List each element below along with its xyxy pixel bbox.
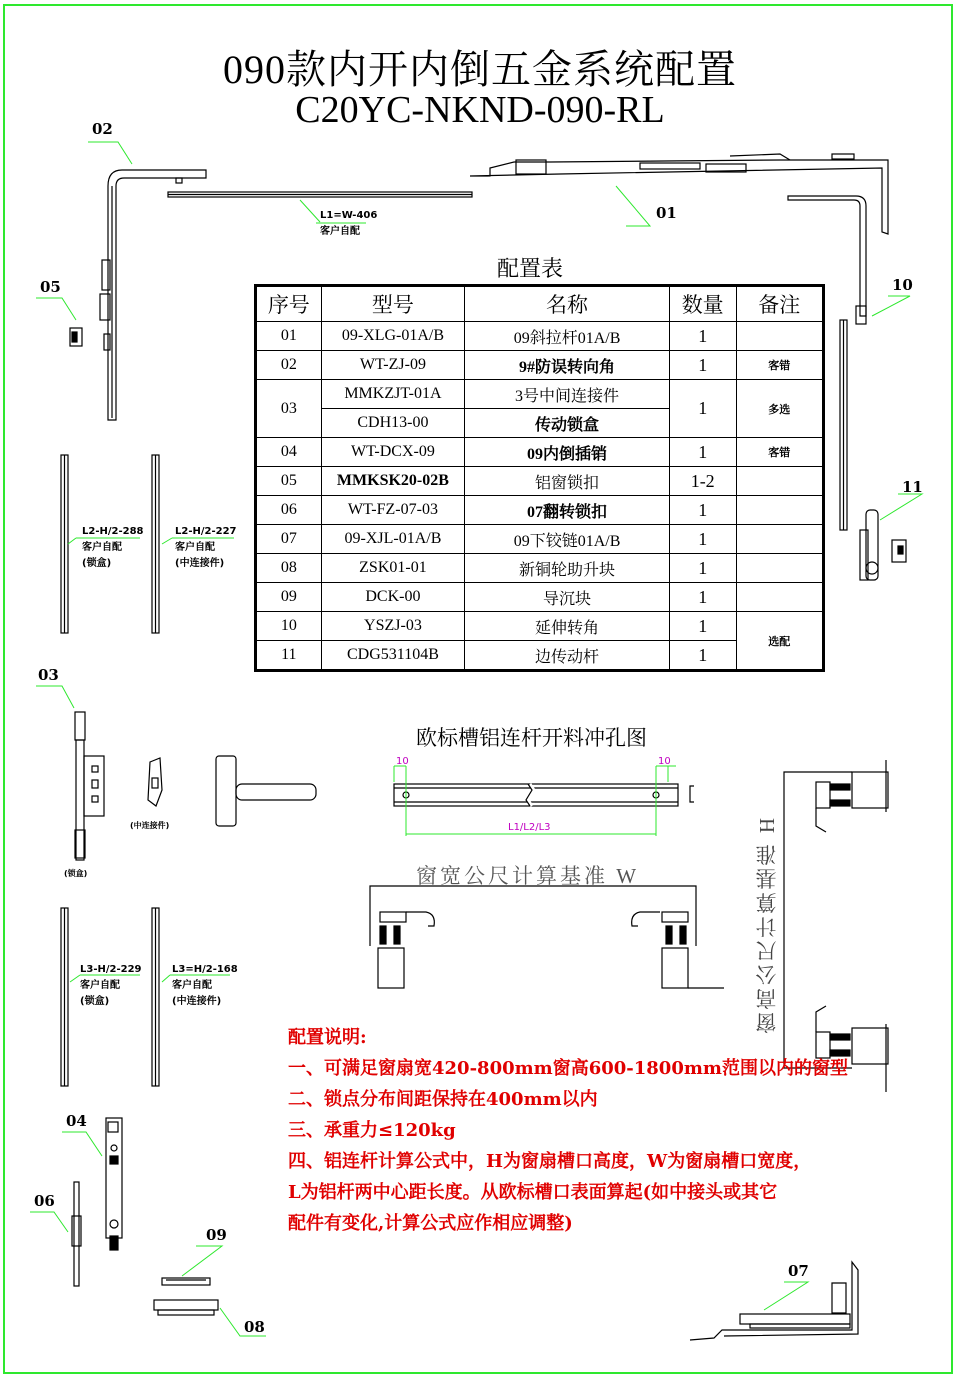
cell-model: MMKZJT-01A xyxy=(321,380,465,409)
middle-connector-caption: (中连接件) xyxy=(130,821,170,830)
rod-l3b-sub: (中连接件) xyxy=(172,996,222,1007)
cell-no: 10 xyxy=(256,612,322,641)
page-title: 090款内开内倒五金系统配置 xyxy=(223,47,737,92)
cell-note: 多选 xyxy=(736,380,824,438)
cell-name: 09内倒插销 xyxy=(465,438,670,467)
cell-name: 07翻转锁扣 xyxy=(465,496,670,525)
callout-01: 01 xyxy=(656,204,677,222)
table-row xyxy=(256,525,824,554)
cell-note xyxy=(736,583,824,612)
part-07-drawing xyxy=(690,1262,858,1340)
cell-qty: 1 xyxy=(669,351,736,380)
rod-l3b-note: 客户自配 xyxy=(172,980,212,991)
cell-name: 铝窗锁扣 xyxy=(465,467,670,496)
cell-qty: 1 xyxy=(669,438,736,467)
cell-model: WT-FZ-07-03 xyxy=(321,496,465,525)
notes-heading: 配置说明: xyxy=(288,1027,367,1048)
cell-no: 07 xyxy=(256,525,322,554)
width-reference-title: 窗宽公尺计算基准 W xyxy=(416,864,640,888)
cell-no: 04 xyxy=(256,438,322,467)
cell-name: 边传动杆 xyxy=(465,641,670,671)
rod-l1-label xyxy=(320,208,377,240)
cell-no: 03 xyxy=(256,380,322,438)
rod-l3a-formula: L3-H/2-229 xyxy=(80,964,142,975)
part-03-lockbox-drawing xyxy=(75,712,104,860)
cell-no: 08 xyxy=(256,554,322,583)
cell-no: 09 xyxy=(256,583,322,612)
cell-qty: 1 xyxy=(669,554,736,583)
lock-box-caption: (锁盒) xyxy=(64,869,88,878)
table-row xyxy=(256,322,824,351)
part-04-drawing xyxy=(106,1118,122,1250)
rod-l2b-formula: L2-H/2-227 xyxy=(175,526,237,537)
callout-02: 02 xyxy=(92,120,113,138)
header-no: 序号 xyxy=(256,286,322,322)
rod-l2b-sub: (中连接件) xyxy=(175,558,225,569)
cell-note xyxy=(736,322,824,351)
callout-08: 08 xyxy=(244,1318,265,1336)
callout-05: 05 xyxy=(40,278,61,296)
table-row xyxy=(256,438,824,467)
callout-03: 03 xyxy=(38,666,59,684)
header-qty: 数量 xyxy=(669,286,736,322)
cell-note: 客错 xyxy=(736,351,824,380)
table-row xyxy=(256,612,824,641)
cell-model: YSZJ-03 xyxy=(321,612,465,641)
cell-note: 客错 xyxy=(736,438,824,467)
cell-name: 3号中间连接件 xyxy=(465,380,670,409)
cell-name: 09斜拉杆01A/B xyxy=(465,322,670,351)
note-item: 配件有变化,计算公式应作相应调整) xyxy=(288,1213,573,1234)
cell-no: 05 xyxy=(256,467,322,496)
cell-qty: 1 xyxy=(669,612,736,641)
cell-no: 02 xyxy=(256,351,322,380)
rod-l1-note: 客户自配 xyxy=(320,226,360,237)
cell-name: 新铜轮助升块 xyxy=(465,554,670,583)
table-row xyxy=(256,554,824,583)
model-code: C20YC-NKND-090-RL xyxy=(295,89,665,131)
rod-l3a-sub: (锁盒) xyxy=(80,996,110,1007)
table-row xyxy=(256,467,824,496)
rod-l1-drawing xyxy=(168,192,472,197)
length-label: L1/L2/L3 xyxy=(508,822,551,833)
rod-l3a-label xyxy=(80,962,141,1010)
rod-l2b-note: 客户自配 xyxy=(175,542,215,553)
cell-model: 09-XLG-01A/B xyxy=(321,322,465,351)
cell-model: 09-XJL-01A/B xyxy=(321,525,465,554)
dim-left: 10 xyxy=(396,756,409,767)
rod-l2a-note: 客户自配 xyxy=(82,542,122,553)
callout-06: 06 xyxy=(34,1192,55,1210)
table-row xyxy=(256,351,824,380)
cell-no: 01 xyxy=(256,322,322,351)
part-09-drawing xyxy=(162,1278,210,1285)
cell-note xyxy=(736,525,824,554)
cell-no: 11 xyxy=(256,641,322,671)
rod-l2b-label xyxy=(175,524,236,572)
cell-note: 选配 xyxy=(736,612,824,671)
rod-l3b-formula: L3=H/2-168 xyxy=(172,964,238,975)
table-header-row xyxy=(256,286,824,322)
rod-l3b-label xyxy=(172,962,238,1010)
part-11-drawing xyxy=(860,510,906,580)
header-model: 型号 xyxy=(321,286,465,322)
cell-model: CDG531104B xyxy=(321,641,465,671)
handle-drawing xyxy=(216,756,316,826)
cell-qty: 1 xyxy=(669,322,736,351)
part-02-corner-drawing xyxy=(100,170,206,420)
rod-l3a-note: 客户自配 xyxy=(80,980,120,991)
height-reference-title: 窗高公尺计算基准 H xyxy=(755,815,779,1034)
table-row xyxy=(256,496,824,525)
config-notes xyxy=(288,1022,848,1239)
rod-l2a-sub: (锁盒) xyxy=(82,558,112,569)
note-item: 四、铝连杆计算公式中，H为窗扇槽口高度，W为窗扇槽口宽度， xyxy=(288,1151,812,1172)
callout-09: 09 xyxy=(206,1226,227,1244)
punch-diagram-title: 欧标槽铝连杆开料冲孔图 xyxy=(416,726,647,750)
part-08-drawing xyxy=(154,1300,218,1315)
cell-model: DCK-00 xyxy=(321,583,465,612)
note-item: L为铝杆两中心距长度。从欧标槽口表面算起(如中接头或其它 xyxy=(288,1182,778,1203)
cell-name: 传动锁盒 xyxy=(465,409,670,438)
part-01-stay-drawing xyxy=(470,154,888,234)
cell-model: WT-DCX-09 xyxy=(321,438,465,467)
cell-model: WT-ZJ-09 xyxy=(321,351,465,380)
callout-07: 07 xyxy=(788,1262,809,1280)
rod-l1-formula: L1=W-406 xyxy=(320,210,378,221)
dim-right: 10 xyxy=(658,756,671,767)
table-row xyxy=(256,380,824,409)
cell-qty: 1 xyxy=(669,583,736,612)
table-row xyxy=(256,583,824,612)
callout-04: 04 xyxy=(66,1112,87,1130)
cell-note xyxy=(736,496,824,525)
cell-note xyxy=(736,467,824,496)
cell-name: 09下铰链01A/B xyxy=(465,525,670,554)
cell-model: CDH13-00 xyxy=(321,409,465,438)
cell-name: 9#防误转向角 xyxy=(465,351,670,380)
rod-l2a-label xyxy=(82,524,143,572)
cell-name: 导沉块 xyxy=(465,583,670,612)
note-item: 一、可满足窗扇宽420-800mm窗高600-1800mm范围以内的窗型 xyxy=(288,1058,848,1079)
cell-name: 延伸转角 xyxy=(465,612,670,641)
rod-right-drawing xyxy=(840,320,847,530)
header-name: 名称 xyxy=(465,286,670,322)
cell-qty: 1 xyxy=(669,641,736,671)
part-05-drawing xyxy=(70,328,82,346)
config-table-title: 配置表 xyxy=(497,256,564,281)
header-note: 备注 xyxy=(736,286,824,322)
cell-qty: 1 xyxy=(669,380,736,438)
cell-model: MMKSK20-02B xyxy=(321,467,465,496)
callout-11: 11 xyxy=(902,478,923,496)
callout-10: 10 xyxy=(892,276,913,294)
rod-l2a-formula: L2-H/2-288 xyxy=(82,526,144,537)
cell-qty: 1 xyxy=(669,525,736,554)
cell-model: ZSK01-01 xyxy=(321,554,465,583)
cell-qty: 1-2 xyxy=(669,467,736,496)
width-reference-drawing xyxy=(370,886,724,988)
cell-note xyxy=(736,554,824,583)
part-06-drawing xyxy=(72,1182,81,1286)
note-item: 二、锁点分布间距保持在400mm以内 xyxy=(288,1089,598,1110)
note-item: 三、承重力≤120kg xyxy=(288,1120,456,1141)
cell-qty: 1 xyxy=(669,496,736,525)
config-table xyxy=(254,284,825,672)
cell-no: 06 xyxy=(256,496,322,525)
middle-connector-drawing xyxy=(148,758,162,806)
